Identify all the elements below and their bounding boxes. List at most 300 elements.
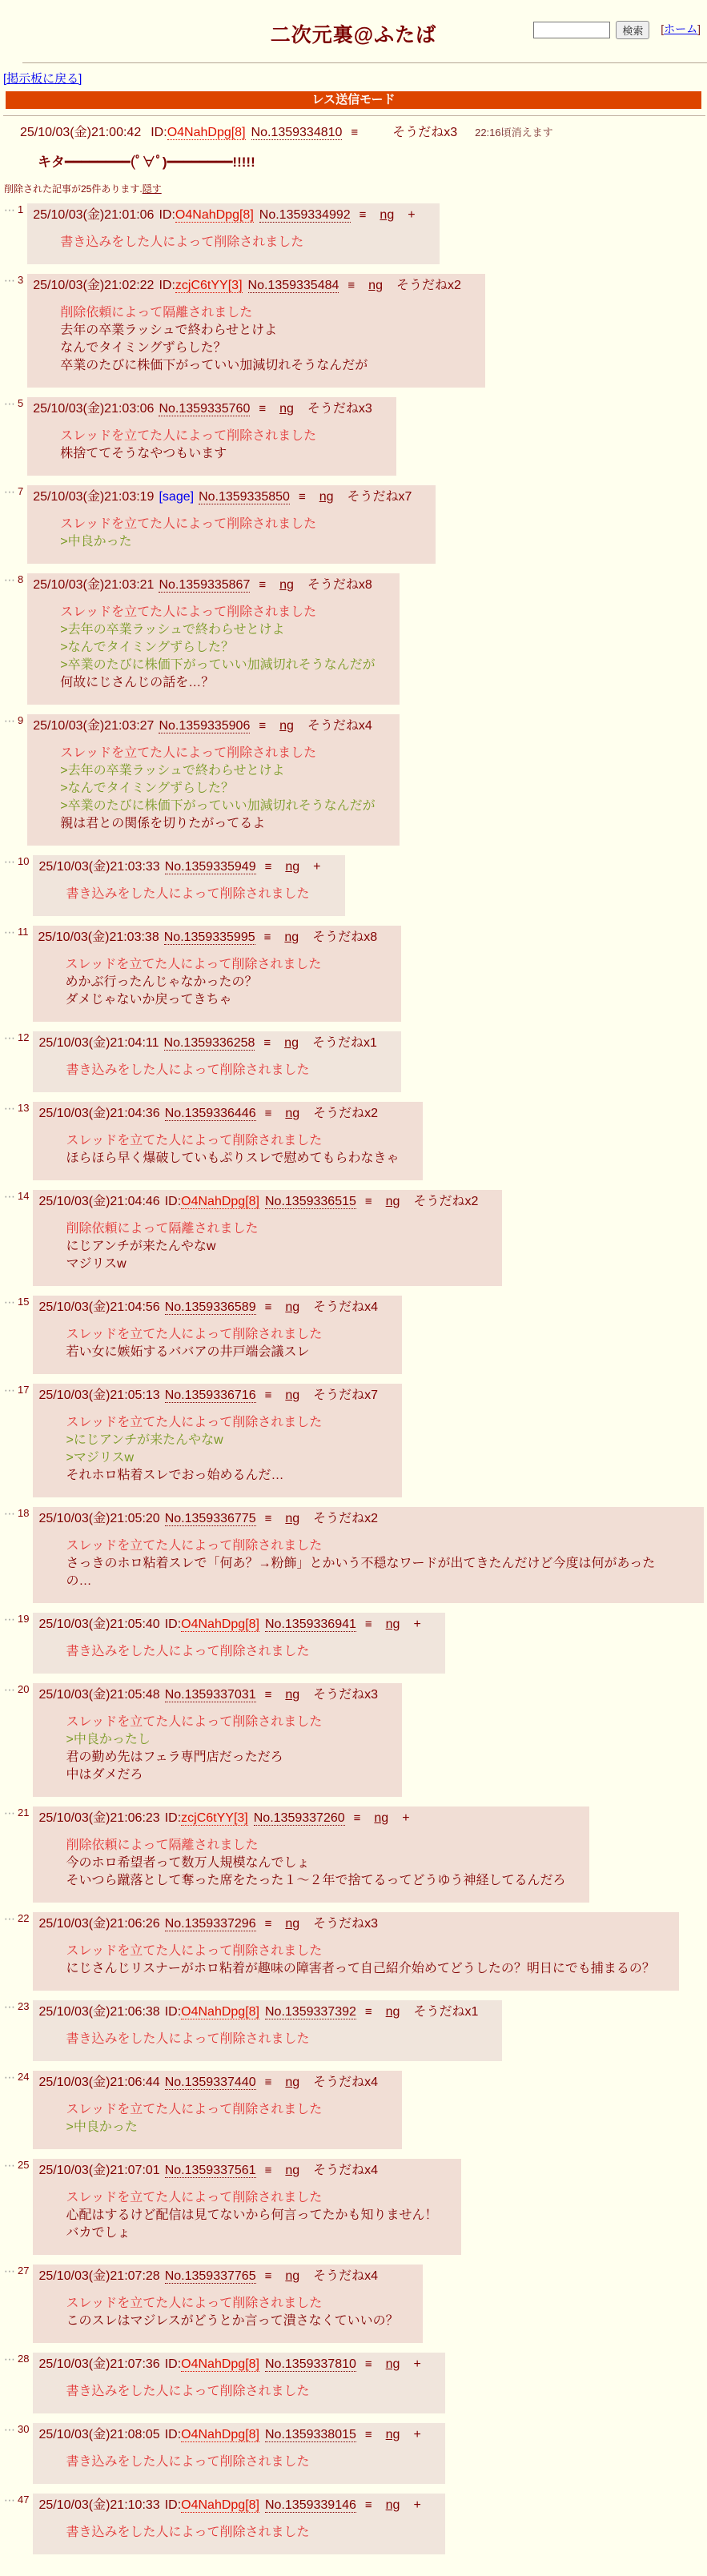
bracket-right: ] [697, 22, 701, 36]
reply-number: 10 [18, 855, 30, 867]
post-body [66, 1414, 378, 1485]
poster-id-link[interactable]: O4NahDpg[8] [181, 1195, 259, 1208]
post-body [66, 2031, 478, 2048]
reply-header [38, 929, 378, 946]
reply-menu-dots-icon[interactable]: ⋯ [4, 397, 15, 410]
sodane-count[interactable]: そうだねx3 [392, 126, 458, 139]
reply-header [33, 400, 372, 418]
reply-header [33, 488, 412, 506]
sodane-count[interactable]: そうだねx2 [313, 1107, 379, 1120]
post-number-link[interactable]: No.1359337765 [164, 2269, 256, 2283]
post-date: 25/10/03(金)21:03:33 [38, 860, 160, 874]
text-line: 親は君との関係を切りたがってるよ [60, 817, 266, 830]
reply-menu-dots-icon[interactable]: ⋯ [4, 1031, 15, 1044]
reply-list [0, 203, 707, 2554]
post-menu-icon[interactable]: ≡ [264, 1688, 272, 1702]
deleted-notice-line: スレッドを立てた人によって削除されました [66, 1944, 323, 1958]
reply-header [38, 1299, 378, 1316]
post-number-link[interactable]: No.1359336716 [164, 1388, 256, 1402]
sodane-count[interactable]: そうだねx3 [307, 402, 372, 416]
post-date: 25/10/03(金)21:08:05 [38, 2428, 160, 2441]
poster-id-link[interactable]: O4NahDpg[8] [181, 2498, 259, 2512]
deleted-notice-line: スレッドを立てた人によって削除されました [60, 746, 317, 760]
post-number-link[interactable]: No.1359337392 [265, 2005, 356, 2019]
ng-link[interactable]: ng [285, 1917, 300, 1931]
reply-menu-dots-icon[interactable]: ⋯ [4, 2159, 15, 2172]
poster-id-link[interactable]: O4NahDpg[8] [175, 208, 254, 222]
reply-post [33, 1031, 400, 1092]
deleted-notice-line: 書き込みをした人によって削除されました [66, 887, 310, 901]
post-menu-icon[interactable]: ≡ [264, 1512, 272, 1525]
post-number-link[interactable]: No.1359337260 [253, 1811, 345, 1825]
ng-link[interactable]: ng [368, 279, 383, 292]
post-number-link[interactable]: No.1359336941 [265, 1618, 356, 1631]
deleted-notice-line: 書き込みをした人によって削除されました [66, 2455, 310, 2469]
reply-mode-bar[interactable]: レス送信モード [6, 91, 701, 109]
post-date: 25/10/03(金)21:03:27 [33, 719, 155, 733]
reply-number: 14 [18, 1190, 30, 1202]
id-prefix: ID: [159, 208, 175, 222]
post-number-link[interactable]: No.1359336775 [164, 1512, 256, 1525]
post-number-link[interactable]: No.1359337810 [265, 2357, 356, 2371]
sodane-count[interactable]: そうだねx7 [347, 490, 412, 504]
reply-header [38, 2003, 478, 2021]
poster-id-link[interactable]: O4NahDpg[8] [181, 2005, 259, 2019]
reply-post [33, 1683, 402, 1797]
quote-line: >中良かった [66, 2120, 138, 2134]
post-date: 25/10/03(金)21:07:01 [38, 2164, 160, 2177]
reply-row [4, 855, 707, 916]
post-number-link[interactable]: No.1359335995 [163, 930, 255, 944]
post-body [60, 428, 372, 463]
reply-row [4, 274, 707, 388]
reply-row [4, 203, 707, 264]
deleted-notice-line: スレッドを立てた人によって削除されました [66, 2191, 323, 2204]
bracket-left: [ [661, 22, 665, 36]
reply-menu-dots-icon[interactable]: ⋯ [4, 1384, 15, 1397]
post-menu-icon[interactable]: ≡ [264, 1917, 272, 1931]
ng-link[interactable]: ng [285, 1512, 300, 1525]
reply-number: 25 [18, 2159, 30, 2171]
sodane-count[interactable]: そうだねx4 [313, 2164, 379, 2177]
quote-line: >去年の卒業ラッシュで終わらせとけよ [60, 764, 285, 778]
deleted-notice-line: スレッドを立てた人によって削除されました [66, 1134, 323, 1147]
quote-line: >中良かった [60, 535, 132, 549]
quote-line: >なんでタイミングずらした？ [60, 782, 234, 795]
reply-row [4, 2494, 707, 2554]
post-menu-icon[interactable]: ≡ [259, 578, 267, 592]
sodane-count[interactable]: そうだねx3 [313, 1917, 379, 1931]
deleted-notice-line: 削除依頼によって隔離されました [66, 1222, 259, 1236]
ng-link[interactable]: ng [380, 208, 395, 222]
post-date: 25/10/03(金)21:01:06 [33, 208, 155, 222]
post-body [66, 2383, 420, 2401]
home-link-wrap [661, 22, 701, 35]
post-date: 25/10/03(金)21:05:48 [38, 1688, 160, 1702]
reply-menu-dots-icon[interactable]: ⋯ [4, 1507, 15, 1520]
post-date: 25/10/03(金)21:07:36 [38, 2357, 160, 2371]
quote-line: >なんでタイミングずらした？ [60, 641, 234, 654]
post-body [60, 604, 375, 692]
reply-post [27, 485, 436, 564]
sodane-count[interactable]: そうだねx2 [413, 1195, 479, 1208]
reply-post [33, 2159, 461, 2255]
reply-menu-dots-icon[interactable]: ⋯ [4, 1102, 15, 1115]
post-date: 25/10/03(金)21:06:26 [38, 1917, 160, 1931]
reply-post [33, 1613, 444, 1674]
reply-row [4, 1806, 707, 1903]
post-menu-icon[interactable]: ≡ [347, 279, 356, 292]
reply-number: 12 [18, 1031, 30, 1043]
post-date: 25/10/03(金)21:06:44 [38, 2076, 160, 2089]
ng-link[interactable]: ng [284, 930, 299, 944]
reply-menu-dots-icon[interactable]: ⋯ [4, 1190, 15, 1203]
post-menu-icon[interactable]: ≡ [298, 490, 306, 504]
back-to-board-link[interactable]: [掲示板に戻る] [3, 72, 82, 86]
post-number-link[interactable]: No.1359335484 [247, 279, 339, 292]
reply-number: 20 [18, 1683, 30, 1695]
post-date: 25/10/03(金)21:04:36 [38, 1107, 160, 1120]
deleted-notice-line: 書き込みをした人によって削除されました [60, 235, 304, 249]
reply-header [38, 2426, 420, 2444]
post-menu-icon[interactable]: ≡ [364, 2005, 372, 2019]
post-number-link[interactable]: No.1359337440 [164, 2076, 256, 2089]
poster-id-link[interactable]: O4NahDpg[8] [167, 126, 246, 139]
post-number-link[interactable]: No.1359334992 [259, 208, 351, 222]
ng-link[interactable]: ng [279, 402, 294, 416]
poster-id-link[interactable]: O4NahDpg[8] [181, 2357, 259, 2371]
post-number-link[interactable]: No.1359337561 [164, 2164, 256, 2177]
plus-button[interactable]: + [413, 1618, 421, 1631]
ng-link[interactable]: ng [285, 1300, 300, 1314]
sodane-count[interactable]: そうだねx4 [313, 2269, 379, 2283]
post-date: 25/10/03(金)21:04:11 [38, 1036, 159, 1050]
post-menu-icon[interactable]: ≡ [264, 1300, 272, 1314]
ng-link[interactable]: ng [284, 1036, 299, 1050]
ng-link[interactable]: ng [385, 2498, 400, 2512]
post-body [66, 2101, 378, 2136]
post-menu-icon[interactable]: ≡ [364, 1618, 372, 1631]
post-menu-icon[interactable]: ≡ [264, 1388, 272, 1402]
deleted-notice-line: スレッドを立てた人によって削除されました [60, 517, 317, 531]
reply-menu-dots-icon[interactable]: ⋯ [4, 2071, 15, 2084]
reply-menu-dots-icon[interactable]: ⋯ [4, 926, 15, 938]
post-menu-icon[interactable]: ≡ [264, 1107, 272, 1120]
id-prefix: ID: [164, 2005, 182, 2019]
post-menu-icon[interactable]: ≡ [263, 930, 271, 944]
reply-menu-dots-icon[interactable]: ⋯ [4, 714, 15, 727]
sodane-count[interactable]: そうだねx8 [307, 578, 372, 592]
id-prefix: ID: [164, 2498, 182, 2512]
ng-link[interactable]: ng [285, 2164, 300, 2177]
reply-header [38, 1810, 565, 1827]
post-menu-icon[interactable]: ≡ [264, 860, 272, 874]
reply-row [4, 1613, 707, 1674]
deleted-notice-line: スレッドを立てた人によって削除されました [60, 605, 317, 619]
post-number-link[interactable]: No.1359336589 [164, 1300, 256, 1314]
reply-post [33, 1190, 502, 1286]
ng-link[interactable]: ng [285, 2076, 300, 2089]
reply-menu-dots-icon[interactable]: ⋯ [4, 855, 15, 868]
search-input[interactable] [533, 22, 610, 38]
post-menu-icon[interactable]: ≡ [264, 2164, 272, 2177]
plus-button[interactable]: + [313, 860, 321, 874]
ng-link[interactable]: ng [385, 1618, 400, 1631]
plus-button[interactable]: + [408, 208, 416, 222]
post-body [60, 516, 412, 551]
reply-post [33, 926, 402, 1022]
reply-menu-dots-icon[interactable]: ⋯ [4, 2353, 15, 2365]
poster-id-link[interactable]: zcjC6tYY[3] [175, 279, 243, 292]
reply-post [33, 855, 344, 916]
post-date: 25/10/03(金)21:03:21 [33, 578, 155, 592]
post-body [66, 1220, 478, 1273]
post-date: 25/10/03(金)21:05:40 [38, 1618, 160, 1631]
post-date: 25/10/03(金)21:04:56 [38, 1300, 160, 1314]
post-body [66, 1837, 565, 1890]
sodane-count[interactable]: そうだねx1 [413, 2005, 479, 2019]
search-button[interactable]: 検索 [616, 21, 649, 39]
reply-row [4, 397, 707, 476]
deleted-notice-line: スレッドを立てた人によって削除されました [60, 429, 317, 443]
reply-menu-dots-icon[interactable]: ⋯ [4, 2265, 15, 2277]
reply-menu-dots-icon[interactable]: ⋯ [4, 1806, 15, 1819]
reply-post [33, 1507, 704, 1603]
post-body [66, 2453, 420, 2471]
deleted-notice-line: 削除依頼によって隔離されました [66, 1839, 259, 1852]
sodane-count[interactable]: そうだねx4 [313, 1300, 379, 1314]
id-prefix: ID: [164, 1618, 182, 1631]
post-menu-icon[interactable]: ≡ [364, 1195, 372, 1208]
ng-link[interactable]: ng [385, 1195, 400, 1208]
post-menu-icon[interactable]: ≡ [264, 2269, 272, 2283]
reply-number: 9 [18, 714, 24, 726]
reply-row [4, 1102, 707, 1180]
search-box [533, 21, 701, 39]
id-prefix: ID: [164, 1195, 182, 1208]
post-body [66, 1326, 378, 1361]
reply-header [33, 207, 415, 224]
post-date: 25/10/03(金)21:03:19 [33, 490, 155, 504]
ng-link[interactable]: ng [374, 1811, 389, 1825]
reply-number: 19 [18, 1613, 30, 1625]
post-body [66, 1132, 399, 1167]
deleted-notice-line: 書き込みをした人によって削除されました [66, 2032, 310, 2046]
text-line: 中はダメだろ [66, 1768, 143, 1782]
reply-menu-dots-icon[interactable]: ⋯ [4, 485, 15, 498]
reply-post [33, 2000, 502, 2061]
reply-header [38, 1035, 376, 1052]
deleted-notice-line: 書き込みをした人によって削除されました [66, 2526, 310, 2539]
post-number-link[interactable]: No.1359337031 [164, 1688, 256, 1702]
reply-header [33, 277, 461, 295]
post-date: 25/10/03(金)21:06:23 [38, 1811, 160, 1825]
post-menu-icon[interactable]: ≡ [259, 719, 267, 733]
post-body [66, 1943, 654, 1978]
reply-row [4, 2353, 707, 2413]
reply-post [27, 573, 399, 705]
ng-link[interactable]: ng [285, 1107, 300, 1120]
post-number-link[interactable]: No.1359336446 [164, 1107, 256, 1120]
reply-number: 5 [18, 397, 24, 409]
reply-menu-dots-icon[interactable]: ⋯ [4, 2000, 15, 2013]
text-line: 今のホロ希望者って数万人規模なんでしょ [66, 1856, 310, 1870]
post-menu-icon[interactable]: ≡ [259, 402, 267, 416]
id-prefix: ID: [159, 279, 175, 292]
reply-menu-dots-icon[interactable]: ⋯ [4, 573, 15, 586]
text-line: 若い女に嫉妬するババアの井戸端会議スレ [66, 1345, 310, 1359]
text-line: ほらほら早く爆破していもぷりスレで慰めてもらわなきゃ [66, 1151, 400, 1165]
post-body [60, 304, 461, 375]
reply-menu-dots-icon[interactable]: ⋯ [4, 1912, 15, 1925]
reply-row [4, 1507, 707, 1603]
page-title: 二次元裏@ふたば [270, 24, 437, 46]
post-body [60, 745, 375, 833]
quote-line: >去年の卒業ラッシュで終わらせとけよ [60, 623, 285, 637]
text-line: 去年の卒業ラッシュで終わらせとけよ [60, 324, 278, 337]
poster-id-link[interactable]: O4NahDpg[8] [181, 1618, 259, 1631]
post-date: 25/10/03(金)21:06:38 [38, 2005, 160, 2019]
ng-link[interactable]: ng [285, 1688, 300, 1702]
poster-id-link[interactable]: zcjC6tYY[3] [181, 1811, 248, 1825]
post-number-link[interactable]: No.1359335850 [199, 490, 290, 504]
post-number-link[interactable]: No.1359334810 [251, 126, 343, 139]
post-number-link[interactable]: No.1359339146 [265, 2498, 356, 2512]
post-menu-icon[interactable]: ≡ [359, 208, 367, 222]
ng-link[interactable]: ng [385, 2357, 400, 2371]
post-menu-icon[interactable]: ≡ [364, 2357, 372, 2371]
reply-menu-dots-icon[interactable]: ⋯ [4, 203, 15, 216]
reply-number: 15 [18, 1296, 30, 1308]
top-bar [0, 0, 707, 61]
ng-link[interactable]: ng [385, 2428, 400, 2441]
reply-row [4, 1031, 707, 1092]
hide-deleted-link[interactable]: 隠す [142, 183, 162, 195]
quote-line: >卒業のたびに株価下がっていい加減切れそうなんだが [60, 658, 376, 672]
ng-link[interactable]: ng [319, 490, 334, 504]
post-menu-icon[interactable]: ≡ [351, 126, 359, 139]
post-number-link[interactable]: No.1359337296 [164, 1917, 256, 1931]
text-line: バカでしょ [66, 2226, 131, 2240]
post-menu-icon[interactable]: ≡ [364, 2428, 372, 2441]
reply-number: 17 [18, 1384, 30, 1396]
post-body [60, 234, 415, 251]
ng-link[interactable]: ng [285, 2269, 300, 2283]
reply-number: 21 [18, 1806, 30, 1818]
post-body [66, 1062, 376, 1079]
reply-post [33, 2353, 444, 2413]
text-line: 株捨ててそうなやつもいます [60, 447, 227, 460]
post-number-link[interactable]: No.1359338015 [265, 2428, 356, 2441]
text-line: にじアンチが来たんやなw [66, 1240, 216, 1253]
post-menu-icon[interactable]: ≡ [364, 2498, 372, 2512]
post-number-link[interactable]: No.1359335760 [159, 402, 251, 416]
post-number-link[interactable]: No.1359336515 [265, 1195, 356, 1208]
sodane-count[interactable]: そうだねx4 [307, 719, 372, 733]
reply-menu-dots-icon[interactable]: ⋯ [4, 1613, 15, 1626]
reply-post [33, 2265, 422, 2343]
post-number-link[interactable]: No.1359335906 [159, 719, 251, 733]
ng-link[interactable]: ng [279, 719, 294, 733]
sodane-count[interactable]: そうだねx1 [311, 1036, 377, 1050]
plus-button[interactable]: + [413, 2498, 421, 2512]
reply-header [38, 1193, 478, 1211]
sodane-count[interactable]: そうだねx7 [313, 1388, 379, 1402]
home-link[interactable]: ホーム [664, 22, 698, 36]
deleted-notice-line: スレッドを立てた人によって削除されました [66, 1715, 323, 1729]
reply-header [38, 1105, 399, 1123]
deleted-notice-line: スレッドを立てた人によって削除されました [66, 2297, 323, 2310]
text-line: マジリスw [66, 1257, 127, 1271]
text-line: ダメじゃないか戻ってきちゃ [65, 993, 232, 1007]
sodane-count[interactable]: そうだねx8 [312, 930, 378, 944]
reply-header [38, 1915, 654, 1933]
reply-header [38, 2074, 378, 2092]
reply-number: 30 [18, 2423, 30, 2435]
reply-row [4, 1683, 707, 1797]
post-date: 25/10/03(金)21:10:33 [38, 2498, 160, 2512]
ng-link[interactable]: ng [385, 2005, 400, 2019]
plus-button[interactable]: + [413, 2428, 421, 2441]
post-number-link[interactable]: No.1359335867 [159, 578, 251, 592]
sodane-count[interactable]: そうだねx3 [313, 1688, 379, 1702]
post-menu-icon[interactable]: ≡ [263, 1036, 271, 1050]
reply-menu-dots-icon[interactable]: ⋯ [4, 1296, 15, 1308]
reply-menu-dots-icon[interactable]: ⋯ [4, 2494, 15, 2506]
reply-post [33, 2423, 444, 2484]
deleted-notice-line: スレッドを立てた人によって削除されました [66, 1328, 323, 1341]
ng-link[interactable]: ng [285, 860, 300, 874]
sodane-count[interactable]: そうだねx2 [313, 1512, 379, 1525]
quote-line: >中良かったし [66, 1733, 151, 1746]
reply-header [38, 1510, 680, 1528]
reply-row [4, 2071, 707, 2149]
deleted-notice-line: スレッドを立てた人によって削除されました [66, 1416, 323, 1429]
post-date: 25/10/03(金)21:03:38 [38, 930, 159, 944]
poster-id-link[interactable]: O4NahDpg[8] [181, 2428, 259, 2441]
sodane-count[interactable]: そうだねx4 [313, 2076, 379, 2089]
ng-link[interactable]: ng [285, 1388, 300, 1402]
deleted-notice-line: 書き込みをした人によって削除されました [66, 1645, 310, 1658]
post-number-link[interactable]: No.1359336258 [163, 1036, 255, 1050]
reply-header [38, 2162, 437, 2180]
ng-link[interactable]: ng [279, 578, 294, 592]
text-line: さっきのホロ粘着スレで「何あ？→粉飾」とかいう不穏なワードが出てきたんだけど今度は何があったの… [66, 1557, 656, 1588]
post-body [66, 2524, 420, 2542]
id-prefix: ID: [151, 126, 167, 139]
text-line: なんでタイミングずらした？ [60, 341, 227, 355]
post-body [66, 2189, 437, 2242]
post-number-link[interactable]: No.1359335949 [164, 860, 256, 874]
post-menu-icon[interactable]: ≡ [264, 2076, 272, 2089]
text-line: それホロ粘着スレでおっ始めるんだ… [66, 1469, 284, 1482]
reply-menu-dots-icon[interactable]: ⋯ [4, 2423, 15, 2436]
reply-header [33, 717, 375, 735]
post-menu-icon[interactable]: ≡ [353, 1811, 361, 1825]
reply-header [38, 858, 320, 876]
reply-post [33, 1912, 678, 1991]
plus-button[interactable]: + [413, 2357, 421, 2371]
sodane-count[interactable]: そうだねx2 [396, 279, 461, 292]
quote-line: >卒業のたびに株価下がっていい加減切れそうなんだが [60, 799, 376, 813]
plus-button[interactable]: + [402, 1811, 410, 1825]
reply-menu-dots-icon[interactable]: ⋯ [4, 274, 15, 287]
reply-number: 13 [18, 1102, 30, 1114]
id-prefix: ID: [164, 2357, 182, 2371]
id-prefix: ID: [164, 2428, 182, 2441]
reply-menu-dots-icon[interactable]: ⋯ [4, 1683, 15, 1696]
reply-post [33, 2494, 444, 2554]
